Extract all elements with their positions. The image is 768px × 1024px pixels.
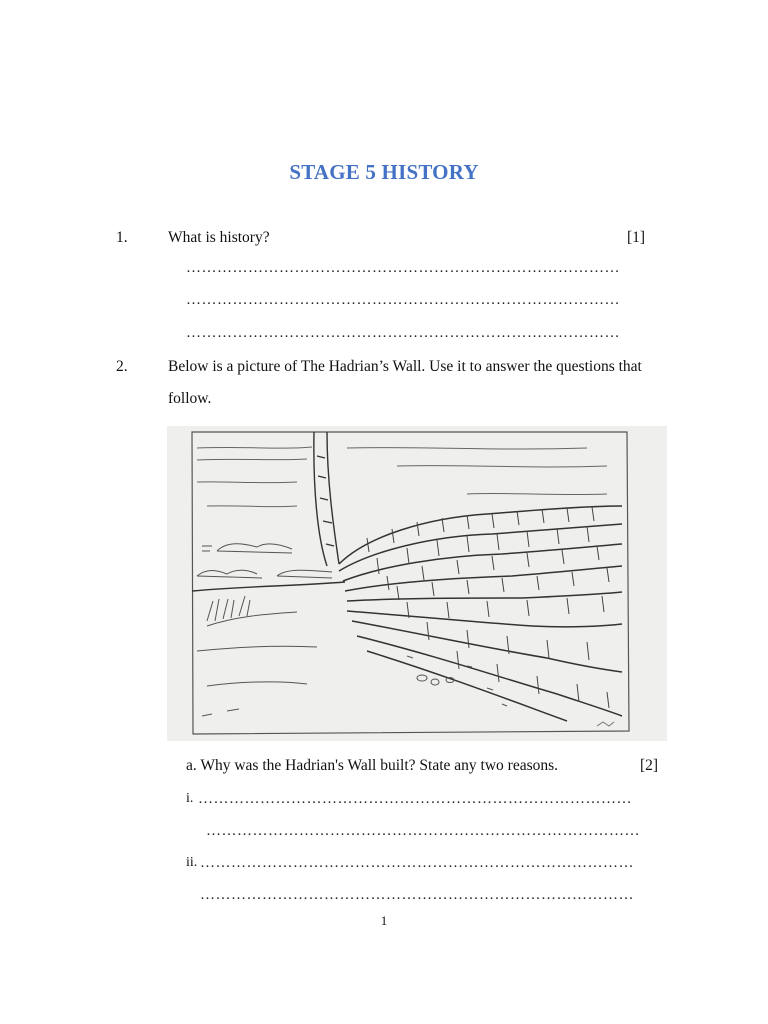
question-2-text: Below is a picture of The Hadrian’s Wall. Use it to answer the questions that follow. [168, 358, 642, 407]
answer-i-label: i. [186, 791, 194, 806]
answer-line[interactable]: ………………………………………………………………………… [200, 887, 634, 903]
question-2-number: 2. [116, 358, 128, 375]
answer-line[interactable]: ………………………………………………………………………… [200, 855, 634, 871]
answer-line[interactable]: ………………………………………………………………………… [206, 823, 640, 839]
page-title: STAGE 5 HISTORY [289, 160, 479, 184]
question-2a-text: a. Why was the Hadrian's Wall built? State any two reasons. [186, 757, 559, 774]
answer-line[interactable]: ………………………………………………………………………… [186, 325, 620, 341]
answer-line[interactable]: ………………………………………………………………………… [186, 292, 620, 308]
question-1 [0, 222, 768, 254]
question-2a-marks: [2] [640, 757, 659, 774]
hadrians-wall-sketch-icon [167, 426, 667, 741]
answer-ii-label: ii. [186, 855, 198, 870]
answer-line[interactable]: ………………………………………………………………………… [198, 791, 632, 807]
question-2a [186, 757, 666, 775]
question-1-text: What is history? [168, 229, 270, 246]
question-1-number: 1. [116, 229, 128, 246]
hadrians-wall-picture [167, 426, 667, 741]
page-number: 1 [380, 913, 388, 928]
answer-line[interactable]: ………………………………………………………………………… [186, 260, 620, 276]
question-2 [0, 351, 768, 415]
question-1-marks: [1] [627, 229, 646, 246]
